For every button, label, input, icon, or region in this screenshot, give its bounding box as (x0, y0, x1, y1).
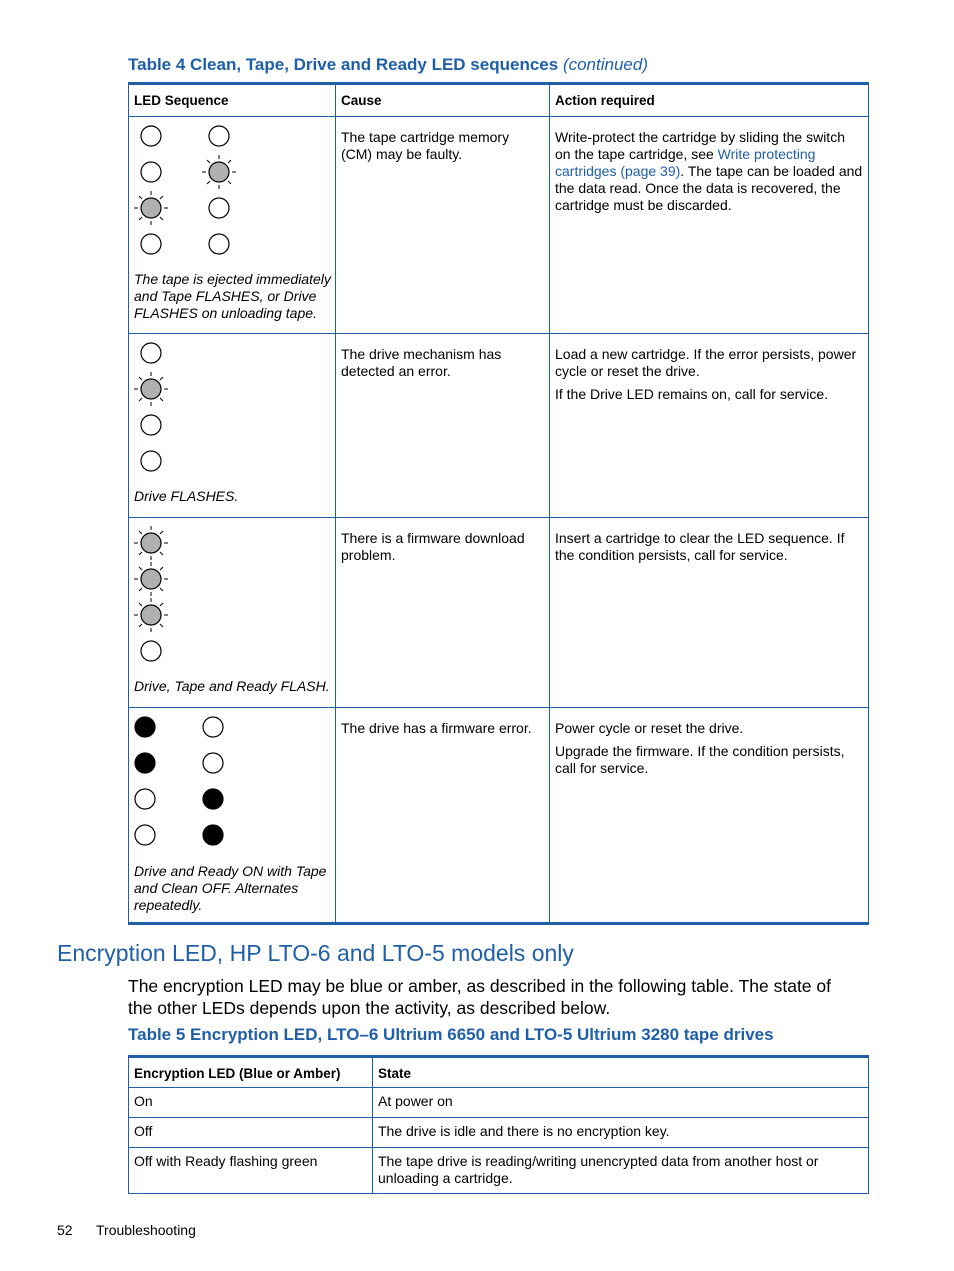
action-cell (550, 117, 869, 334)
write-protecting-cartridges-link[interactable]: Write protecting cartridges (page 39) (555, 146, 816, 179)
led-flashing-icon (134, 191, 168, 225)
table-row (129, 117, 869, 334)
led-sequence-cell (129, 518, 336, 708)
section-heading: Encryption LED, HP LTO-6 and LTO-5 models only (57, 940, 574, 966)
led-on-icon (135, 753, 155, 773)
action-cell (550, 334, 869, 518)
action-text: Load a new cartridge. If the error persists, power cycle or reset the drive. (555, 346, 857, 379)
led-off-icon (209, 198, 229, 218)
encryption-led-cell: Off (129, 1118, 373, 1148)
header-state: State (373, 1057, 869, 1088)
led-off-icon (141, 234, 161, 254)
cause-cell (336, 518, 550, 708)
header-led-sequence: LED Sequence (129, 84, 336, 117)
led-off-icon (135, 789, 155, 809)
state-cell: The drive is idle and there is no encryption key. (373, 1118, 869, 1148)
action-cell (550, 518, 869, 708)
table4-caption: Table 4 Clean, Tape, Drive and Ready LED sequences (continued) (128, 55, 648, 74)
action-text: Write-protect the cartridge by sliding the switch on the tape cartridge, see Write protecting cartridges (page 39). The tape can be loaded and the data read. Once the data is recovered, the cartridge must be discarded. (555, 129, 863, 213)
led-flashing-icon (134, 598, 168, 632)
table-row (129, 1118, 869, 1148)
encryption-led-cell: Off with Ready flashing green (129, 1148, 373, 1194)
cause-text: The drive has a firmware error. (341, 720, 532, 736)
action-text: Upgrade the firmware. If the condition persists, call for service. (555, 743, 845, 776)
footer-section-title: Troubleshooting (96, 1222, 196, 1238)
table-row (129, 1148, 869, 1194)
encryption-led-table (128, 1055, 869, 1194)
led-off-icon (203, 753, 223, 773)
led-off-icon (141, 641, 161, 661)
header-cause: Cause (336, 84, 550, 117)
led-off-icon (141, 415, 161, 435)
state-cell: At power on (373, 1088, 869, 1118)
table-row (129, 334, 869, 518)
cause-cell (336, 708, 550, 924)
led-off-icon (203, 717, 223, 737)
table-header-row (129, 1057, 869, 1088)
led-flashing-icon (134, 372, 168, 406)
led-sequence-description: Drive FLASHES. (134, 488, 239, 504)
led-off-icon (141, 451, 161, 471)
led-flashing-icon (202, 155, 236, 189)
table4-caption-continued: (continued) (562, 55, 648, 74)
header-action-required: Action required (550, 84, 869, 117)
action-cell (550, 708, 869, 924)
section-paragraph: The encryption LED may be blue or amber, as described in the following table. The state of the other LEDs depends upon the activity, as described below. (128, 976, 831, 1018)
cause-text: The tape cartridge memory (CM) may be faulty. (341, 129, 510, 162)
encryption-led-cell: On (129, 1088, 373, 1118)
led-sequence-description: The tape is ejected immediately and Tape FLASHES, or Drive FLASHES on unloading tape. (134, 271, 331, 321)
led-on-icon (203, 825, 223, 845)
table-row (129, 1088, 869, 1118)
page-number: 52 (57, 1222, 73, 1238)
led-flashing-icon (134, 526, 168, 560)
led-off-icon (141, 343, 161, 363)
led-sequence-description: Drive, Tape and Ready FLASH. (134, 678, 330, 694)
led-sequence-cell (129, 117, 336, 334)
header-encryption-led: Encryption LED (Blue or Amber) (129, 1057, 373, 1088)
table-row (129, 518, 869, 708)
table5-caption: Table 5 Encryption LED, LTO–6 Ultrium 6650 and LTO-5 Ultrium 3280 tape drives (128, 1025, 774, 1044)
led-on-icon (135, 717, 155, 737)
action-text: If the Drive LED remains on, call for service. (555, 386, 829, 402)
action-text: Power cycle or reset the drive. (555, 720, 744, 736)
state-cell: The tape drive is reading/writing unencrypted data from another host or unloading a cartridge. (373, 1148, 869, 1194)
cause-text: The drive mechanism has detected an error. (341, 346, 502, 379)
led-off-icon (209, 126, 229, 146)
led-flashing-icon (134, 562, 168, 596)
led-on-icon (203, 789, 223, 809)
table-header-row (129, 84, 869, 117)
table-row (129, 708, 869, 924)
action-text: Insert a cartridge to clear the LED sequence. If the condition persists, call for service. (555, 530, 845, 563)
led-sequence-cell (129, 334, 336, 518)
led-off-icon (135, 825, 155, 845)
cause-cell (336, 334, 550, 518)
led-off-icon (141, 162, 161, 182)
cause-cell (336, 117, 550, 334)
led-sequence-table (128, 82, 869, 925)
led-sequence-description: Drive and Ready ON with Tape and Clean OFF. Alternates repeatedly. (134, 863, 327, 913)
cause-text: There is a firmware download problem. (341, 530, 525, 563)
led-sequence-cell (129, 708, 336, 924)
led-off-icon (141, 126, 161, 146)
led-off-icon (209, 234, 229, 254)
